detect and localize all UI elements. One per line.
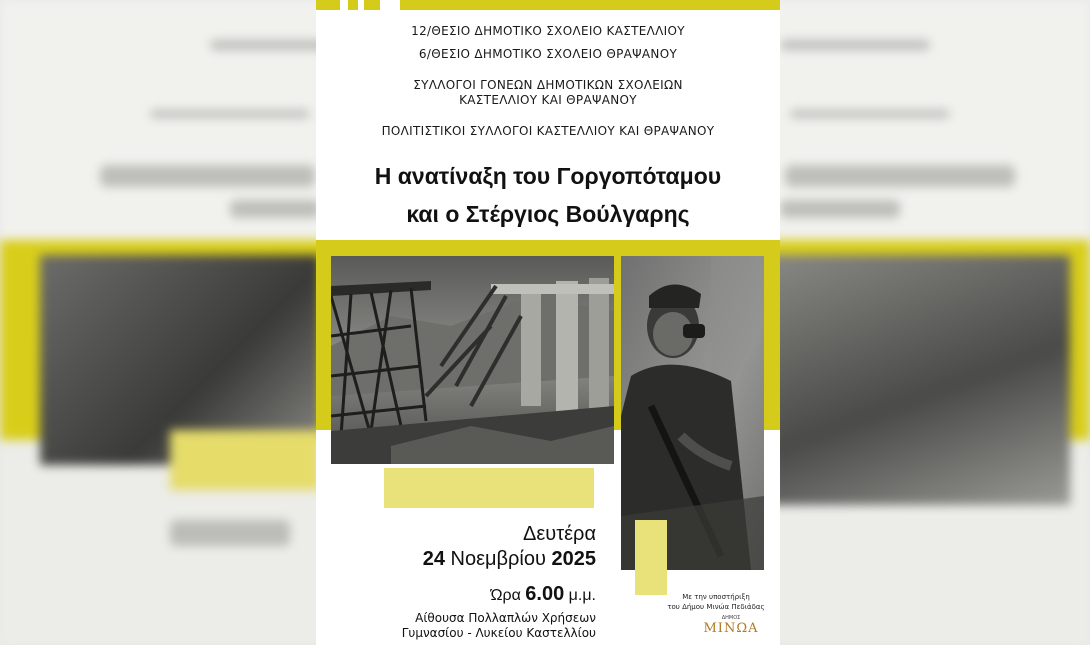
decorative-box (384, 468, 594, 508)
accent-bar (400, 0, 780, 10)
accent-bar (348, 0, 358, 10)
event-poster (316, 0, 780, 645)
date-number: 24 (422, 548, 445, 570)
organizer-line: ΚΑΣΤΕΛΛΙΟΥ ΚΑΙ ΘΡΑΨΑΝΟΥ (459, 93, 637, 107)
support-line: Με την υποστήριξη (682, 593, 750, 601)
accent-bar (364, 0, 380, 10)
time-suffix: μ.μ. (568, 587, 596, 604)
organizer-line: ΣΥΛΛΟΓΟΙ ΓΟΝΕΩΝ ΔΗΜΟΤΙΚΩΝ ΣΧΟΛΕΙΩΝ (413, 78, 683, 92)
logo-name: ΜΙΝΩΑ (703, 621, 759, 636)
decorative-box (635, 520, 667, 595)
poster-subtitle: και ο Στέργιος Βούλγαρης (406, 201, 690, 227)
event-day: Δευτέρα (523, 523, 596, 545)
minoa-logo (696, 615, 766, 645)
support-line: του Δήμου Μινώα Πεδιάδας (667, 603, 765, 611)
organizer-line: 6/ΘΕΣΙΟ ΔΗΜΟΤΙΚΟ ΣΧΟΛΕΙΟ ΘΡΑΨΑΝΟΥ (418, 47, 678, 61)
logo-small-text: ΔΗΜΟΣ (721, 615, 741, 621)
venue-line: Γυμνασίου - Λυκείου Καστελλίου (401, 626, 596, 640)
organizer-line: ΠΟΛΙΤΙΣΤΙΚΟΙ ΣΥΛΛΟΓΟΙ ΚΑΣΤΕΛΛΙΟΥ ΚΑΙ ΘΡΑΨΑΝΟΥ (381, 124, 715, 138)
event-date (356, 548, 596, 571)
event-time (376, 583, 596, 606)
accent-bar (316, 0, 340, 10)
poster-title: Η ανατίναξη του Γοργοπόταμου (374, 163, 722, 189)
bridge-photo (331, 256, 614, 464)
time-value: 6.00 (525, 583, 565, 605)
venue-line: Αίθουσα Πολλαπλών Χρήσεων (415, 611, 596, 625)
time-prefix: Ώρα (490, 587, 521, 604)
date-month: Νοεμβρίου (450, 548, 546, 570)
organizer-line: 12/ΘΕΣΙΟ ΔΗΜΟΤΙΚΟ ΣΧΟΛΕΙΟ ΚΑΣΤΕΛΛΙΟΥ (411, 24, 685, 38)
date-year: 2025 (551, 548, 596, 570)
